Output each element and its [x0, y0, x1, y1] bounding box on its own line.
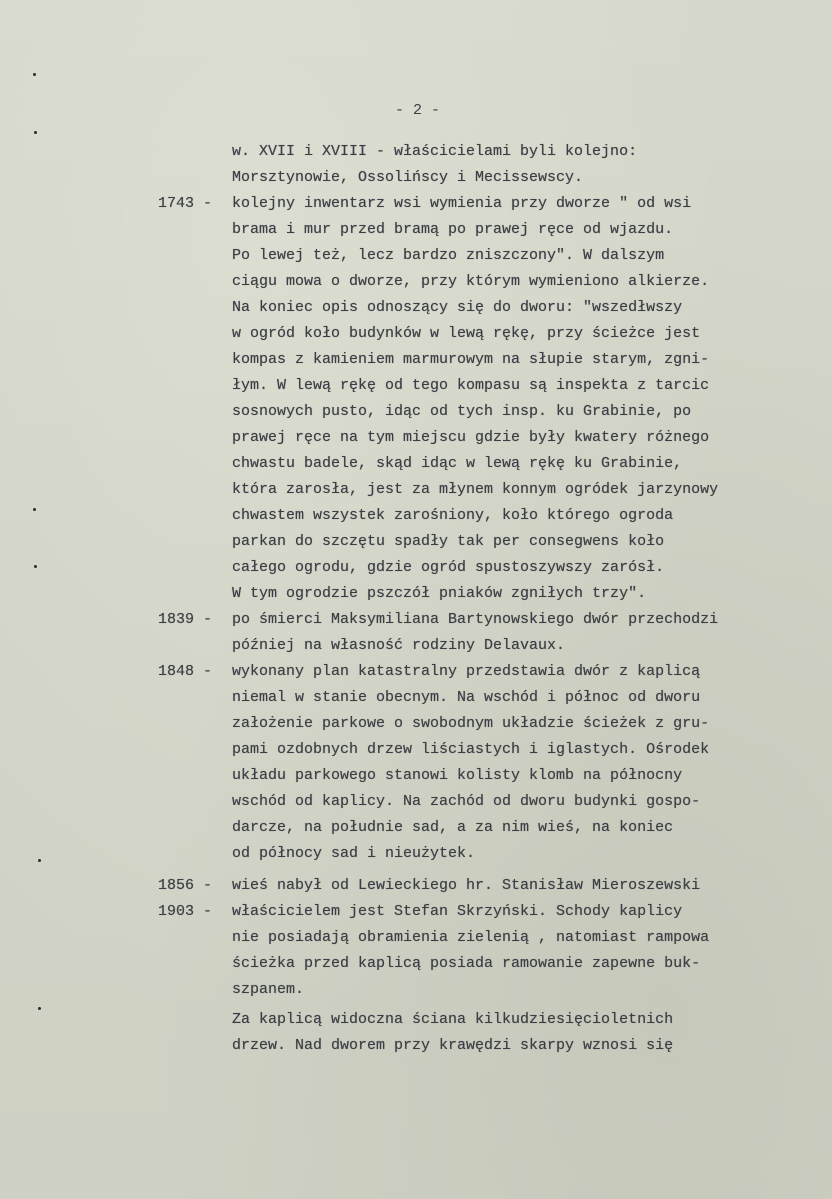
text-line: łym. W lewą rękę od tego kompasu są inspekta z tarcic — [232, 377, 710, 394]
text-line: sosnowych pusto, idąc od tych insp. ku Grabinie, po — [232, 403, 692, 420]
text-line: Za kaplicą widoczna ściana kilkudziesięcioletnich — [232, 1011, 674, 1028]
text-line: kolejny inwentarz wsi wymienia przy dworze " od wsi — [232, 195, 692, 212]
text-line: niemal w stanie obecnym. Na wschód i północ od dworu — [232, 689, 701, 706]
page-number: - 2 - — [395, 102, 441, 119]
text-line: szpanem. — [232, 981, 305, 998]
text-line: brama i mur przed bramą po prawej ręce od wjazdu. — [232, 221, 674, 238]
text-line: w ogród koło budynków w lewą rękę, przy ścieżce jest — [232, 325, 701, 342]
text-line: Na koniec opis odnoszący się do dworu: "wszedłwszy — [232, 299, 683, 316]
text-line: od północy sad i nieużytek. — [232, 845, 476, 862]
text-line: kompas z kamieniem marmurowym na słupie starym, zgni- — [232, 351, 710, 368]
text-line: wieś nabył od Lewieckiego hr. Stanisław Mieroszewski — [232, 877, 701, 894]
text-line: która zarosła, jest za młynem konnym ogródek jarzynowy — [232, 481, 719, 498]
text-line: właścicielem jest Stefan Skrzyński. Schody kaplicy — [232, 903, 683, 920]
text-line: po śmierci Maksymiliana Bartynowskiego dwór przechodzi — [232, 611, 719, 628]
text-line: Po lewej też, lecz bardzo zniszczony". W dalszym — [232, 247, 665, 264]
margin-mark — [38, 859, 41, 862]
text-line: pami ozdobnych drzew liściastych i iglastych. Ośrodek — [232, 741, 710, 758]
text-line: w. XVII i XVIII - właścicielami byli kolejno: — [232, 143, 638, 160]
margin-mark — [34, 131, 37, 134]
text-line: darcze, na południe sad, a za nim wieś, na koniec — [232, 819, 674, 836]
text-line: chwastem wszystek zarośniony, koło którego ogroda — [232, 507, 674, 524]
text-line: całego ogrodu, gdzie ogród spustoszywszy zarósł. — [232, 559, 665, 576]
text-line: układu parkowego stanowi kolisty klomb na północny — [232, 767, 683, 784]
text-line: nie posiadają obramienia zielenią , natomiast rampowa — [232, 929, 710, 946]
text-line: założenie parkowe o swobodnym układzie ścieżek z gru- — [232, 715, 710, 732]
text-line: W tym ogrodzie pszczół pniaków zgniłych trzy". — [232, 585, 647, 602]
margin-mark — [33, 508, 36, 511]
text-line: ciągu mowa o dworze, przy którym wymieniono alkierze. — [232, 273, 710, 290]
text-line: później na własność rodziny Delavaux. — [232, 637, 566, 654]
margin-mark — [38, 1007, 41, 1010]
margin-mark — [33, 73, 36, 76]
text-line: parkan do szczętu spadły tak per consegwens koło — [232, 533, 665, 550]
entry-year: 1856 - — [158, 877, 213, 894]
text-line: ścieżka przed kaplicą posiada ramowanie zapewne buk- — [232, 955, 701, 972]
margin-mark — [34, 565, 37, 568]
entry-year: 1839 - — [158, 611, 213, 628]
text-line: wykonany plan katastralny przedstawia dwór z kaplicą — [232, 663, 701, 680]
entry-year: 1743 - — [158, 195, 213, 212]
entry-year: 1903 - — [158, 903, 213, 920]
entry-year: 1848 - — [158, 663, 213, 680]
text-line: drzew. Nad dworem przy krawędzi skarpy wznosi się — [232, 1037, 674, 1054]
text-line: prawej ręce na tym miejscu gdzie były kwatery różnego — [232, 429, 710, 446]
text-line: Morsztynowie, Ossolińscy i Mecissewscy. — [232, 169, 584, 186]
text-line: wschód od kaplicy. Na zachód od dworu budynki gospo- — [232, 793, 701, 810]
text-line: chwastu badele, skąd idąc w lewą rękę ku Grabinie, — [232, 455, 683, 472]
